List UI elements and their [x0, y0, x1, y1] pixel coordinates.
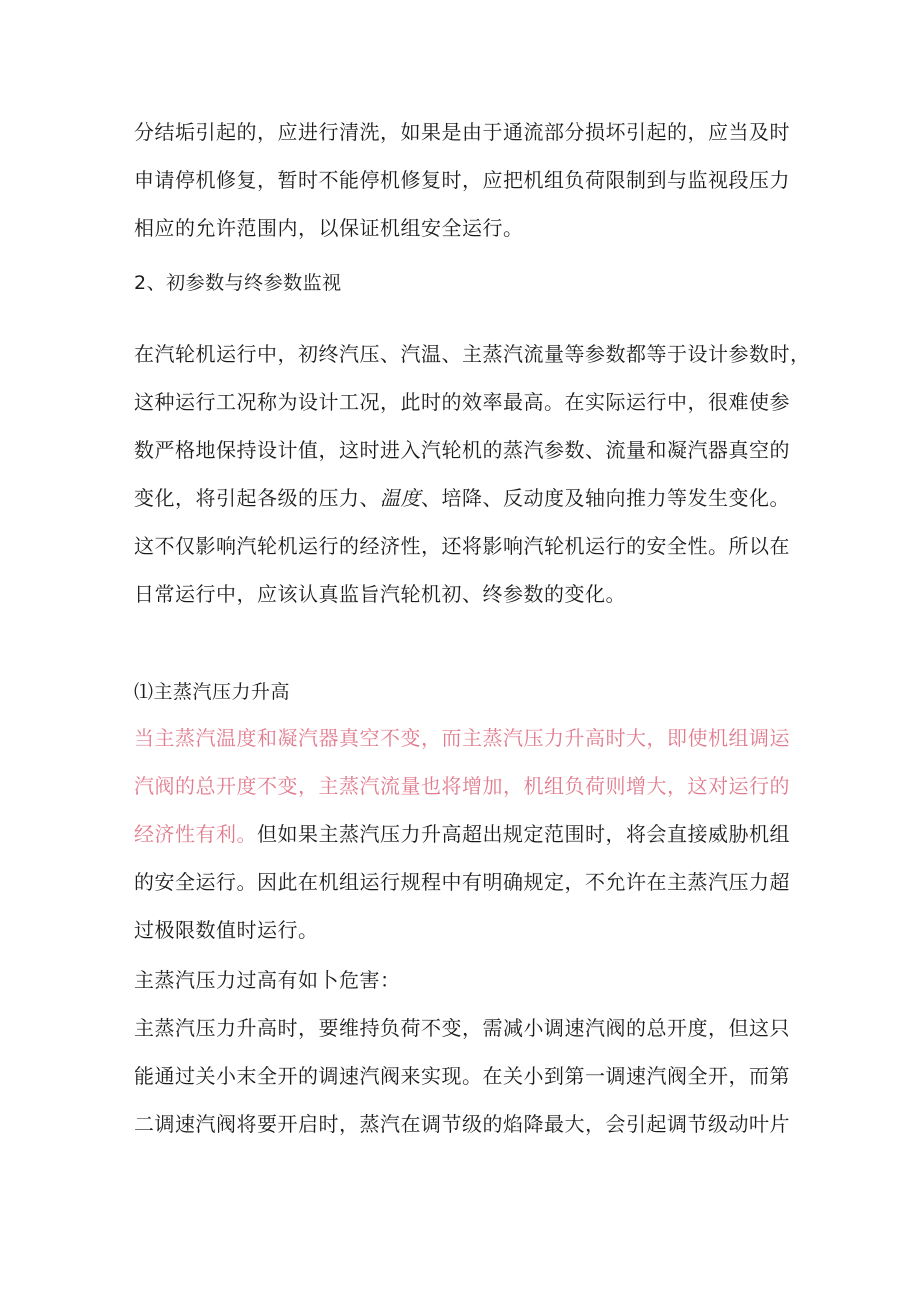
hazard-heading-block: [134, 956, 794, 1004]
section-heading: 2、初参数与终参数监视: [134, 272, 342, 294]
text-line: 这种运行工况称为设计工况，此时的效率最高。在实际运行中，很难使参: [134, 390, 790, 414]
text-line: 主蒸汽压力升高时，要维持负荷不变，需减小调速汽阀的总开度，但这只: [134, 1016, 790, 1040]
text-line: 相应的允许范围内，以保证机组安全运行。: [134, 216, 524, 240]
paragraph-section2: [134, 330, 811, 618]
hazard-heading: 主蒸汽压力过高有如卜危害：: [134, 968, 401, 992]
text-line: 申请停机修复，暂时不能停机修复时，应把机组负荷限制到与监视段压力: [134, 168, 790, 192]
text-line: 过极限数值时运行。: [134, 918, 319, 942]
highlighted-line: 汽阀的总开度不变，主蒸汽流量也将增加，机组负荷则增大，这对运行的: [134, 774, 790, 798]
text-line: 能通过关小末全开的调速汽阀来实现。在关小到第一调速汽阀全开，而第: [134, 1064, 790, 1088]
text-line: 的安全运行。因此在机组运行规程中有明确规定，不允许在主蒸汽压力超: [134, 870, 790, 894]
text-line: 分结垢引起的，应进行清洗，如果是由于通流部分损坏引起的，应当及时: [134, 120, 790, 144]
text-line: [134, 810, 794, 858]
text-segment: 、培降、反动度及轴向推力等发生变化。: [421, 486, 790, 510]
text-line: 数严格地保持设计值，这时进入汽轮机的蒸汽参数、流量和凝汽器真空的: [134, 438, 790, 462]
paragraph-hazard: [134, 1004, 794, 1148]
text-line: 在汽轮机运行中，初终汽压、汽温、主蒸汽流量等参数都等于设计参数时，: [134, 342, 811, 366]
subsection-heading: ⑴主蒸汽压力升高: [134, 681, 291, 703]
text-line: [134, 474, 794, 522]
text-line: 这不仅影响汽轮机运行的经济性，还将影响汽轮机运行的安全性。所以在: [134, 534, 790, 558]
paragraph-intro-continued: [134, 108, 794, 252]
highlighted-text: 经济性有利。: [134, 822, 257, 846]
highlighted-line: 当主蒸汽温度和凝汽器真空不变，而主蒸汽压力升高时大，即使机组调运: [134, 726, 790, 750]
paragraph-pressure-rise: [134, 714, 794, 954]
text-segment: 变化，将引起各级的压力、: [134, 486, 380, 510]
italic-word: 温度: [380, 486, 421, 510]
text-line: 日常运行中，应该认真监旨汽轮机初、终参数的变化。: [134, 582, 626, 606]
text-segment: 但如果主蒸汽压力升高超出规定范围时，将会直接威胁机组: [257, 822, 790, 846]
text-line: 二调速汽阀将要开启时，蒸汽在调节级的焰降最大，会引起调节级动叶片: [134, 1112, 790, 1136]
